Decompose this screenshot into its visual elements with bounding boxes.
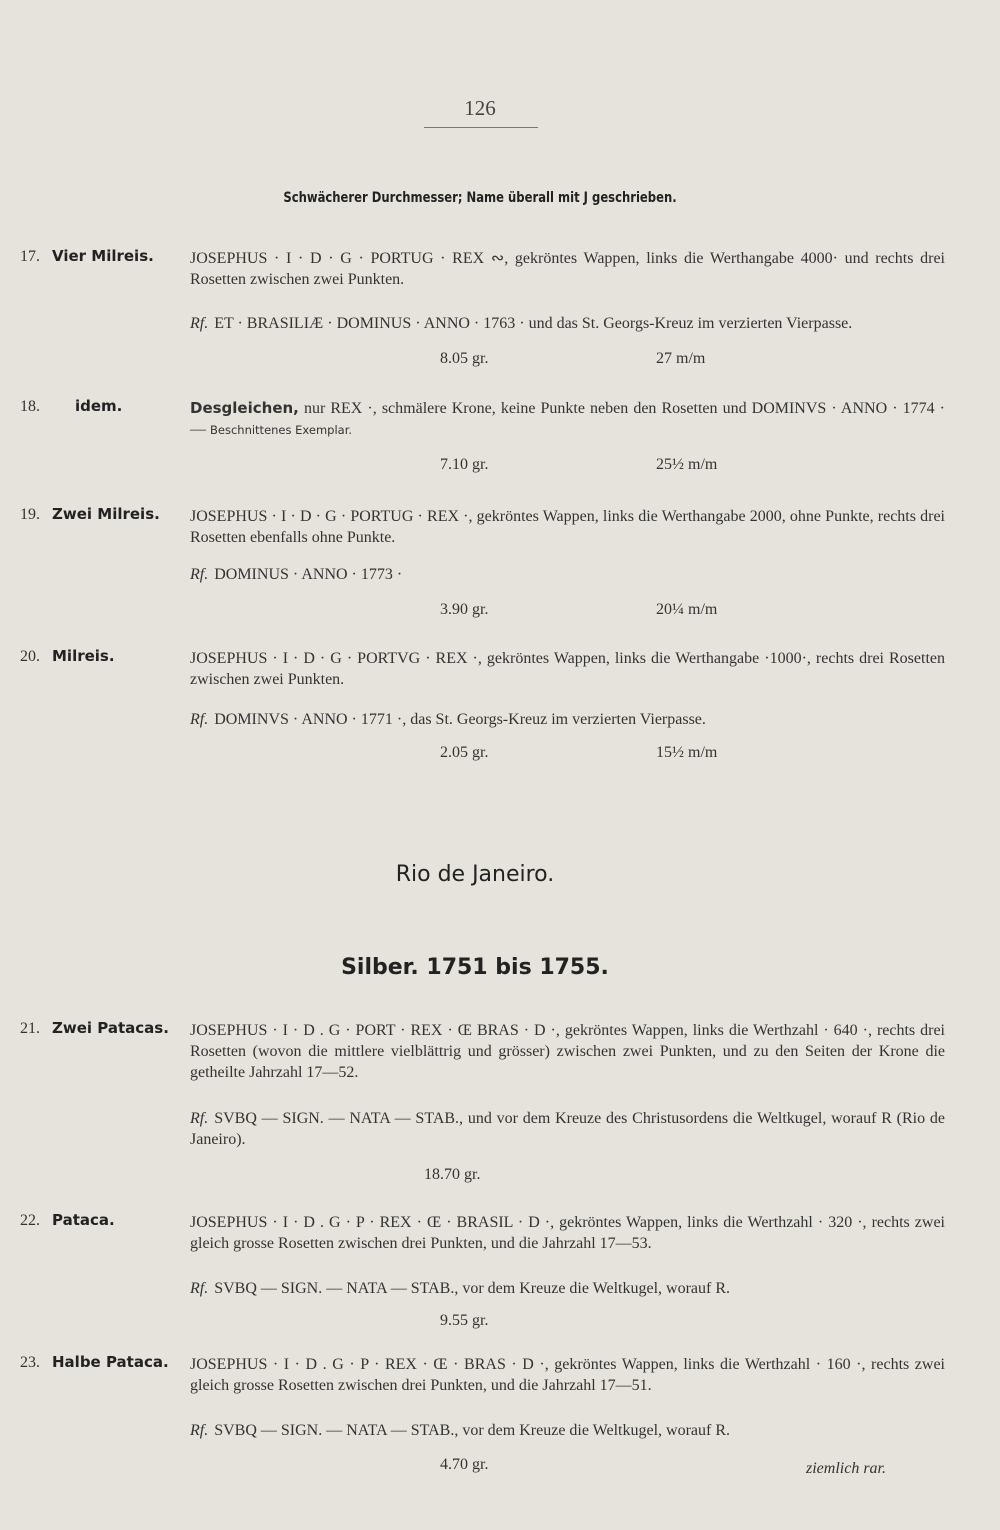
entry-lead: Desgleichen,: [190, 399, 299, 417]
reverse-label: Rf.: [190, 1422, 209, 1439]
entry-diameter: 20¼ m/m: [656, 601, 718, 618]
entry-denomination: Milreis.: [52, 647, 115, 665]
sub-heading: Schwächerer Durchmesser; Name überall mit J geschrieben.: [283, 190, 677, 206]
entry-weight: 7.10 gr.: [440, 456, 489, 473]
reverse-label: Rf.: [190, 315, 209, 332]
entry-obverse: JOSEPHUS · I · D . G · PORT · REX · Œ BRAS · D ·, gekröntes Wappen, links die Werthzahl · 640 ·, rechts drei Rosetten (wovon die mittlere vielblättrig und grösser) zwischen zwei Punkten, und zu den Seiten der Krone die getheilte Jahrzahl 17—52.: [190, 1022, 945, 1081]
entry-obverse: JOSEPHUS · I · D · G · PORTUG · REX ∾, gekröntes Wappen, links die Werthangabe 4000· und rechts drei Rosetten zwischen zwei Punkten.: [190, 250, 945, 288]
entry-denomination: Halbe Pataca.: [52, 1353, 169, 1371]
entry-number: 23.: [20, 1354, 40, 1371]
entry-obverse: JOSEPHUS · I · D . G · P · REX · Œ · BRAS · D ·, gekröntes Wappen, links die Werthzahl · 160 ·, rechts zwei gleich grosse Rosetten zwischen drei Punkten, und die Jahrzahl 17—51.: [190, 1356, 945, 1394]
entry-weight: 9.55 gr.: [440, 1312, 489, 1329]
section-title: Rio de Janeiro.: [395, 862, 555, 887]
reverse-text: SVBQ — SIGN. — NATA — STAB., vor dem Kreuze die Weltkugel, worauf R.: [214, 1422, 731, 1439]
entry-reverse: [190, 1278, 945, 1299]
reverse-text: SVBQ — SIGN. — NATA — STAB., und vor dem Kreuze des Christusordens die Weltkugel, worauf R (Rio de Janeiro).: [190, 1110, 945, 1148]
reverse-label: Rf.: [190, 566, 209, 583]
entry-reverse: [190, 313, 945, 334]
reverse-label: Rf.: [190, 711, 209, 728]
entry-number: 20.: [20, 648, 40, 665]
entry-number: 19.: [20, 506, 40, 523]
page-number: 126: [464, 96, 496, 120]
entry-diameter: 25½ m/m: [656, 456, 718, 473]
reverse-text: SVBQ — SIGN. — NATA — STAB., vor dem Kreuze die Weltkugel, worauf R.: [214, 1280, 731, 1297]
entry-number: 22.: [20, 1212, 40, 1229]
entry-denomination: Zwei Milreis.: [52, 505, 160, 523]
entry-weight: 8.05 gr.: [440, 350, 489, 367]
entry-denomination: idem.: [75, 397, 123, 415]
page-number-rule: [424, 127, 538, 128]
reverse-label: Rf.: [190, 1280, 209, 1297]
entry-obverse: JOSEPHUS · I · D · G · PORTVG · REX ·, gekröntes Wappen, links die Werthangabe ·1000·, rechts drei Rosetten zwischen zwei Punkten.: [190, 650, 945, 688]
entry-remark: Beschnittenes Exemplar.: [210, 423, 353, 437]
entry-reverse: [190, 709, 945, 730]
entry-obverse: JOSEPHUS · I · D · G · PORTUG · REX ·, gekröntes Wappen, links die Werthangabe 2000, ohne Punkte, rechts drei Rosetten ebenfalls ohne Punkte.: [190, 508, 945, 546]
entry-rarity-note: ziemlich rar.: [806, 1460, 886, 1477]
entry-denomination: Pataca.: [52, 1211, 115, 1229]
entry-reverse: [190, 564, 945, 585]
reverse-text: DOMINUS · ANNO · 1773 ·: [214, 566, 403, 583]
entry-number: 18.: [20, 398, 40, 415]
entry-number: 17.: [20, 248, 40, 265]
entry-number: 21.: [20, 1020, 40, 1037]
entry-weight: 4.70 gr.: [440, 1456, 489, 1473]
entry-obverse: JOSEPHUS · I · D . G · P · REX · Œ · BRASIL · D ·, gekröntes Wappen, links die Werthzahl · 320 ·, rechts zwei gleich grosse Rosetten zwischen drei Punkten, und die Jahrzahl 17—53.: [190, 1214, 945, 1252]
section-subtitle: Silber. 1751 bis 1755.: [341, 955, 609, 980]
entry-obverse-text: nur REX ·, schmälere Krone, keine Punkte neben den Rosetten und DOMINVS · ANNO · 1774 · —: [190, 400, 946, 438]
reverse-label: Rf.: [190, 1110, 209, 1127]
entry-denomination: Zwei Patacas.: [52, 1019, 169, 1037]
entry-diameter: 27 m/m: [656, 350, 706, 367]
entry-weight: 18.70 gr.: [424, 1166, 481, 1183]
entry-reverse: [190, 1108, 945, 1150]
reverse-text: ET · BRASILIÆ · DOMINUS · ANNO · 1763 · und das St. Georgs-Kreuz im verzierten Vierpasse.: [214, 315, 853, 332]
entry-reverse: [190, 1420, 945, 1441]
entry-weight: 2.05 gr.: [440, 744, 489, 761]
reverse-text: DOMINVS · ANNO · 1771 ·, das St. Georgs-Kreuz im verzierten Vierpasse.: [214, 711, 706, 728]
entry-obverse: [190, 398, 945, 441]
entry-denomination: Vier Milreis.: [52, 247, 154, 265]
entry-diameter: 15½ m/m: [656, 744, 718, 761]
entry-weight: 3.90 gr.: [440, 601, 489, 618]
